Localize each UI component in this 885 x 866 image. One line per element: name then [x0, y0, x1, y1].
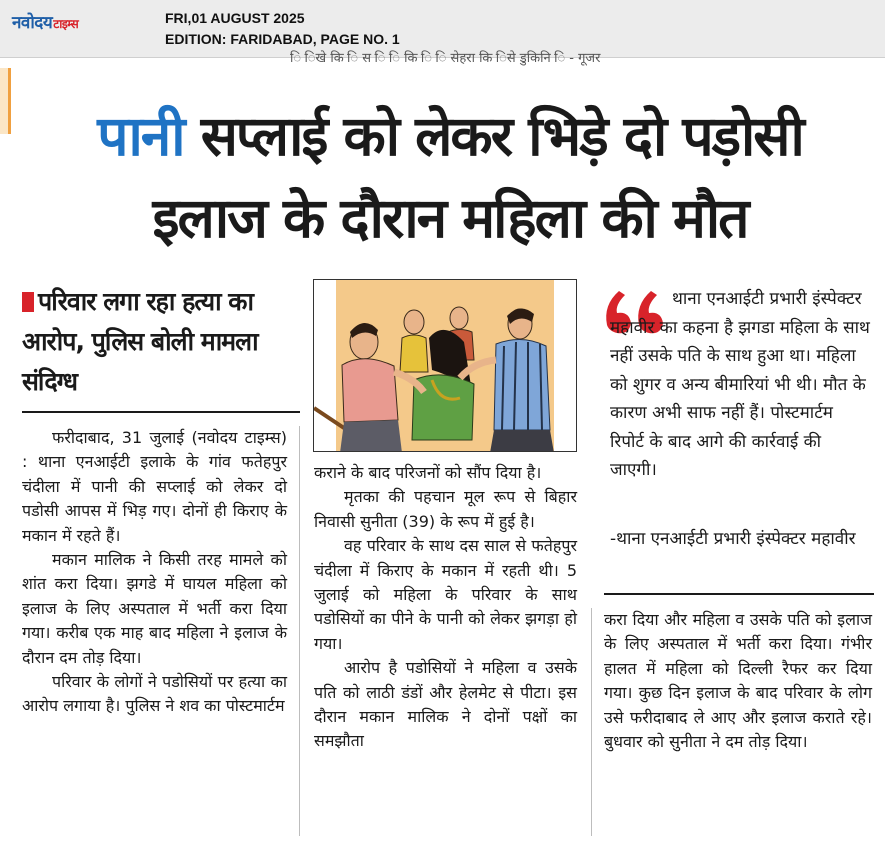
headline-line-1 [20, 95, 880, 177]
paragraph: वह परिवार के साथ दस साल से फतेहपुर चंदीला में किराए के मकान में रहती थी। 5 जुलाई को महिला के परिवार के साथ पडोसियों का पीने के पानी को लेकर झगड़ा हो गया। [314, 536, 577, 653]
article-column-3 [604, 608, 872, 754]
headline-line-1-rest: सप्लाई को लेकर भिड़े दो पड़ोसी [183, 104, 803, 168]
headline [20, 95, 880, 259]
logo-sub: टाइम्स [53, 17, 79, 31]
paragraph: फरीदाबाद, 31 जुलाई (नवोदय टाइम्स) : थाना एनआईटी इलाके के गांव फतेहपुर चंदीला में पानी की सप्लाई को लेकर दो पडोसी आपस में भिड़ गए। दोनों ही किराए के मकान में रहते हैं। [22, 428, 287, 545]
subheadline-text: परिवार लगा रहा हत्या का आरोप, पुलिस बोली मामला संदिग्ध [22, 287, 258, 396]
edition-line: EDITION: FARIDABAD, PAGE NO. 1 [165, 31, 400, 47]
previous-story-strip: ि िखे कि ि स ि ि कि ि ि सेहरा कि िसे डुकिनि ि - गूजर [290, 51, 601, 66]
paragraph: करा दिया और महिला व उसके पति को इलाज के लिए अस्पताल में भर्ती करा दिया। गंभीर हालत में महिला को दिल्ली रैफर कर दिया गया। कुछ दिन इलाज के बाद परिवार के लोग उसे फरीदाबाद ले आए और इलाज कराते रहे। बुधवार को सुनीता ने दम तोड़ दिया। [604, 610, 872, 752]
subheadline [22, 282, 284, 402]
article-column-2 [314, 461, 577, 754]
newspaper-logo [12, 10, 78, 33]
illustration-svg [314, 280, 577, 452]
fight-scene-illustration [313, 279, 577, 452]
column-separator [591, 608, 592, 836]
quote-attribution: -थाना एनआईटी प्रभारी इंस्पेक्टर महावीर [610, 529, 856, 549]
date-line: FRI,01 AUGUST 2025 [165, 10, 305, 26]
logo-main: नवोदय [12, 13, 53, 33]
red-bullet-icon [22, 292, 34, 312]
headline-accent: पानी [97, 104, 184, 168]
quote-text [610, 285, 872, 485]
paragraph: मृतका की पहचान मूल रूप से बिहार निवासी सुनीता (39) के रूप में हुई है। [314, 487, 577, 531]
paragraph: आरोप है पडोसियों ने महिला व उसके पति को लाठी डंडों और हेलमेट से पीटा। इस दौरान मकान मालिक ने दोनों पक्षों का समझौता [314, 658, 577, 751]
quote-body: थाना एनआईटी प्रभारी इंस्पेक्टर महावीर का कहना है झगडा महिला के साथ नहीं उसके पति के साथ हुआ था। महिला को शुगर व अन्य बीमारियां भी थी। मौत के कारण अभी साफ नहीं हैं। पोस्टमार्टम रिपोर्ट के बाद आगे की कार्रवाई की जाएगी। [610, 289, 870, 480]
paragraph: मकान मालिक ने किसी तरह मामले को शांत करा दिया। झगडे में घायल महिला को इलाज के लिए अस्पताल में भर्ती करा दिया गया। करीब एक माह बाद महिला ने इलाज के दौरान दम तोड़ दिया। [22, 550, 287, 667]
edition-info [165, 8, 400, 50]
right-divider [604, 593, 874, 595]
paragraph: कराने के बाद परिजनों को सौंप दिया है। [314, 463, 542, 482]
paragraph: परिवार के लोगों ने पडोसियों पर हत्या का आरोप लगाया है। पुलिस ने शव का पोस्टमार्टम [22, 672, 287, 716]
left-divider [22, 411, 300, 413]
article-column-1 [22, 426, 287, 719]
headline-line-2: इलाज के दौरान महिला की मौत [152, 186, 748, 250]
column-separator [299, 426, 300, 836]
adjacent-story-edge [0, 68, 11, 134]
